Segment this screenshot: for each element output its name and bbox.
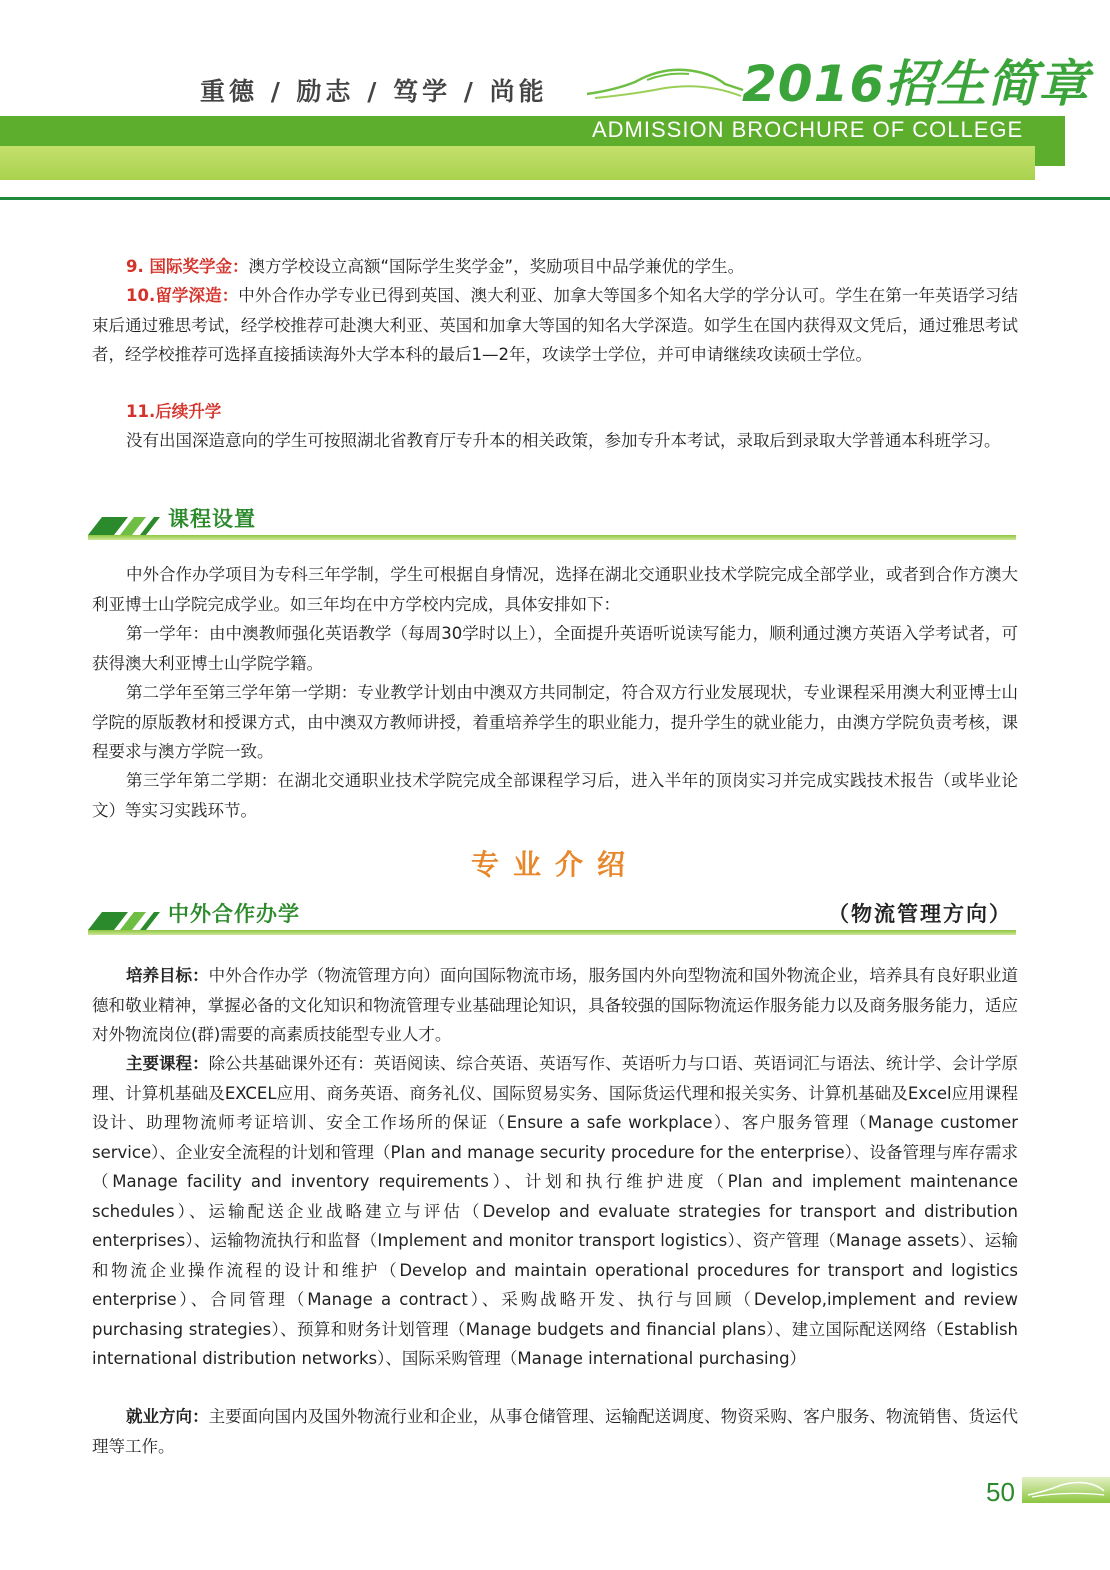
header-band-light: [0, 146, 1035, 180]
curriculum-paragraph-3: 第二学年至第三学年第一学期：专业教学计划由中澳双方共同制定，符合双方行业发展现状，专业课程采用澳大利亚博士山学院的原版教材和授课方式，由中澳双方教师讲授，着重培养学生的职业能力，提升学生的就业能力，由澳方学院负责考核，课程要求与澳方学院一致。: [92, 683, 1018, 761]
major-direction: （物流管理方向）: [828, 902, 1012, 926]
motto: 重德 / 励志 / 笃学 / 尚能: [200, 77, 548, 106]
item-9: [92, 252, 1018, 282]
main-courses: [92, 1049, 1018, 1374]
career-direction-text: 主要面向国内及国外物流行业和企业，从事仓储管理、运输配送调度、物资采购、客户服务、物流销售、货运代理等工作。: [92, 1407, 1019, 1456]
page-number: 50: [986, 1477, 1015, 1507]
section-underline: [88, 535, 1016, 540]
main-courses-text: 除公共基础课外还有：英语阅读、综合英语、英语写作、英语听力与口语、英语词汇与语法、统计学、会计学原理、计算机基础及EXCEL应用、商务英语、商务礼仪、国际贸易实务、国际货运代理和报关实务、计算机基础及Excel应用课程设计、助理物流师考证培训、安全工作场所的保证（Ensure a safe workplace）、客户服务管理（Manage customer service）、企业安全流程的计划和管理（Plan and manage security procedure for the enterprise）、设备管理与库存需求（Manage facility and inventory requirements）、计划和执行维护进度（Plan and implement maintenance schedules）、运输配送企业战略建立与评估（Develop and evaluate strategies for transport and distribution enterprises）、运输物流执行和监督（Implement and monitor transport logistics）、资产管理（Manage assets）、运输和物流企业操作流程的设计和维护（Develop and maintain operational procedures for transport and logistics enterprise）、合同管理（Manage a contract）、采购战略开发、执行与回顾（Develop,implement and review purchasing strategies）、预算和财务计划管理（Manage budgets and financial plans）、建立国际配送网络（Establish international distribution networks）、国际采购管理（Manage international purchasing）: [92, 1054, 1019, 1368]
career-direction-label: 就业方向：: [126, 1407, 209, 1426]
item-10: [92, 281, 1018, 370]
car-logo-icon: [585, 60, 745, 105]
main-courses-label: 主要课程：: [126, 1054, 209, 1073]
brochure-subtitle: ADMISSION BROCHURE OF COLLEGE: [592, 117, 1024, 142]
section-stripes-icon: [88, 509, 168, 535]
header-band-accent: [1035, 146, 1065, 166]
section-heading-major: [88, 898, 1016, 932]
section-title: 中外合作办学: [168, 902, 300, 926]
header-divider: [0, 197, 1110, 200]
item-9-label: 9. 国际奖学金：: [126, 257, 249, 276]
section-heading-curriculum: [88, 503, 1016, 537]
brochure-title: 2016招生简章: [742, 55, 1090, 113]
item-11-label: 11.后续升学: [126, 402, 222, 421]
item-11-text: 没有出国深造意向的学生可按照湖北省教育厅专升本的相关政策，参加专升本考试，录取后到录取大学普通本科班学习。: [126, 431, 1001, 450]
career-direction: [92, 1402, 1018, 1461]
item-10-text: 中外合作办学专业已得到英国、澳大利亚、加拿大等国多个知名大学的学分认可。学生在第一年英语学习结束后通过雅思考试，经学校推荐可赴澳大利亚、英国和加拿大等国的知名大学深造。如学生在国内获得双文凭后，通过雅思考试者，经学校推荐可选择直接插读海外大学本科的最后1—2年，攻读学士学位，并可申请继续攻读硕士学位。: [92, 286, 1018, 364]
curriculum-paragraph-2: 第一学年：由中澳教师强化英语教学（每周30学时以上），全面提升英语听说读写能力，顺利通过澳方英语入学考试者，可获得澳大利亚博士山学院学籍。: [92, 624, 1018, 673]
car-logo-icon: [1026, 1479, 1106, 1499]
major-intro-title: 专业介绍: [470, 848, 639, 881]
section-underline: [88, 930, 1016, 935]
training-goal: [92, 961, 1018, 1050]
item-10-label: 10.留学深造：: [126, 286, 239, 305]
page-header: [0, 0, 1110, 205]
item-9-text: 澳方学校设立高额“国际学生奖学金”，奖励项目中品学兼优的学生。: [248, 257, 745, 276]
training-goal-label: 培养目标：: [126, 966, 209, 985]
section-stripes-icon: [88, 904, 168, 930]
curriculum-paragraph-1: 中外合作办学项目为专科三年学制，学生可根据自身情况，选择在湖北交通职业技术学院完成全部学业，或者到合作方澳大利亚博士山学院完成学业。如三年均在中方学校内完成，具体安排如下：: [92, 565, 1018, 614]
curriculum-paragraph-4: 第三学年第二学期：在湖北交通职业技术学院完成全部课程学习后，进入半年的顶岗实习并完成实践技术报告（或毕业论文）等实习实践环节。: [92, 771, 1018, 820]
section-title: 课程设置: [168, 507, 256, 531]
training-goal-text: 中外合作办学（物流管理方向）面向国际物流市场，服务国内外向型物流和国外物流企业，培养具有良好职业道德和敬业精神，掌握必备的文化知识和物流管理专业基础理论知识，具备较强的国际物流运作服务能力以及商务服务能力，适应对外物流岗位(群)需要的高素质技能型专业人才。: [92, 966, 1019, 1044]
